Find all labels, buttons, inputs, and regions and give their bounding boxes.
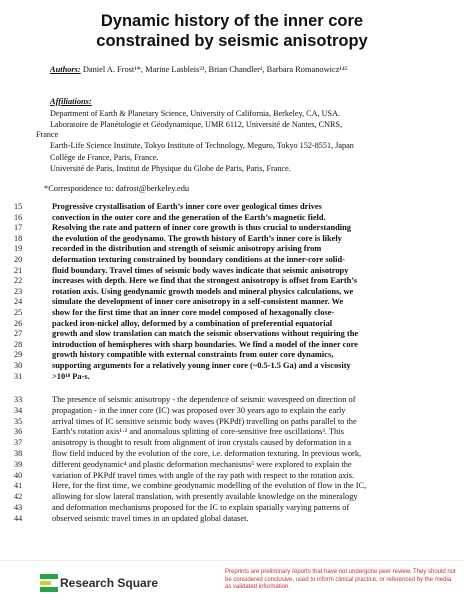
authors-list: Daniel A. Frost¹*, Marine Lasbleis²³, Brian Chandler¹, Barbara Romanowicz¹⁴⁵ [80,65,348,74]
line-number: 28 [14,339,23,349]
abstract-line: fluid boundary. Travel times of seismic body waves indicate that seismic anisotropy [52,265,349,275]
research-square-logo-icon [40,574,58,592]
line-number: 15 [14,202,23,211]
line-number: 31 [14,371,23,381]
line-number: 21 [14,265,23,275]
affiliation-2-cont: France [36,130,59,139]
affiliation-4: Collège de France, Paris, France. [50,153,159,162]
authors-label: Authors: [50,65,81,74]
correspondence: *Correspondence to: dafrost@berkeley.edu [44,184,190,193]
abstract-line: increases with depth. Here we find that the strongest anisotropy is offset from Earth’s [52,276,358,286]
line-number: 29 [14,350,23,360]
abstract-line: introduction of hemispheres with sharp boundaries. We find a model of the inner core [52,339,358,349]
body-line: arrival times of IC sensitive seismic body waves (PKPdf) travelling on paths parallel to the [52,416,357,426]
line-number: 42 [14,492,23,502]
affiliation-3: Earth-Life Science Institute, Tokyo Institute of Technology, Meguro, Tokyo 152-8551, Japan [50,141,354,150]
title-line-1: Dynamic history of the inner core [100,12,364,30]
line-number: 16 [14,212,23,222]
line-number: 33 [14,395,23,404]
body-line: anisotropy is thought to result from alignment of iron crystals caused by deformation in a [52,438,352,448]
abstract-line: growth history compatible with external constraints from outer core dynamics, [52,350,334,360]
line-number: 27 [14,329,23,339]
line-number: 44 [14,513,23,523]
abstract-line: Progressive crystallisation of Earth’s inner core over geological times drives [52,202,322,211]
line-number: 38 [14,449,23,458]
body-line: and deformation mechanisms proposed for the IC to explain spatially varying patterns of [52,503,350,512]
abstract-line: Resolving the rate and pattern of inner core growth is thus crucial to understanding [52,223,351,233]
body-line: Earth’s rotation axis¹·² and anomalous splitting of core-sensitive free oscillations³. This [52,427,344,437]
line-number: 37 [14,438,23,448]
line-number: 18 [14,233,23,243]
abstract-line: growth and slow translation can match the seismic observations without requiring the [52,329,359,339]
line-number: 26 [14,318,23,328]
body-line: allowing for slow lateral translation, with presently available knowledge on the mineralogy [52,492,358,502]
abstract-line: supporting arguments for a relatively young inner core (~0.5-1.5 Ga) and a viscosity [52,361,351,370]
paper-title [20,11,444,51]
line-number: 24 [14,297,23,307]
preprint-disclaimer: Preprints are preliminary reports that have not undergone peer review. They should not be considered conclusive, used to inform clinical practice, or referenced by the media as validated information. [225,569,456,591]
body-line: observed seismic travel times in an updated global dataset. [52,513,249,523]
line-number: 41 [14,481,23,491]
abstract-line: >10¹⁸ Pa-s. [52,371,90,381]
line-number: 35 [14,416,23,426]
body-line: The presence of seismic anisotropy - the dependence of seismic wavespeed on direction of [52,395,356,404]
authors-line [50,65,348,74]
line-number: 20 [14,255,23,264]
title-line-2: constrained by seismic anisotropy [96,32,368,50]
footer-divider [0,560,464,561]
research-square-logo-text: Research Square [60,576,159,590]
abstract-line: deformation texturing constrained by boundary conditions at the inner-core solid- [52,255,345,264]
affiliation-1: Department of Earth & Planetary Science, University of California, Berkeley, CA, USA. [50,109,341,118]
body-line: flow field induced by the evolution of the core, i.e. deformation texturing. In previous work, [52,449,362,458]
line-number: 23 [14,286,23,296]
body-line: propagation - in the inner core (IC) was proposed over 30 years ago to explain the early [52,405,346,415]
line-number: 30 [14,361,23,370]
abstract-line: show for the first time that an inner core model composed of hexagonally close- [52,308,335,317]
line-number: 36 [14,427,23,437]
line-number: 17 [14,223,23,233]
line-number: 43 [14,503,23,512]
abstract-line: convection in the outer core and the generation of the Earth’s magnetic field. [52,212,326,222]
body-line: different geodynamic⁴ and plastic deformation mechanisms⁵ were explored to explain the [52,459,352,469]
line-number: 34 [14,405,23,415]
line-number: 39 [14,459,23,469]
affiliation-5: Université de Paris, Institut de Physique du Globe de Paris, Paris, France. [50,164,291,173]
affiliation-2: Laboratoire de Planétologie et Géodynamique, UMR 6112, Université de Nantes, CNRS, [50,120,343,129]
abstract-line: packed iron-nickel alloy, deformed by a combination of preferential equatorial [52,318,333,328]
affiliations-label: Affiliations: [50,97,92,106]
line-number: 19 [14,244,23,254]
line-number: 25 [14,308,23,317]
body-line: variation of PKPdf travel times with angle of the ray path with respect to the rotation axis. [52,470,355,480]
line-number: 40 [14,470,23,480]
line-number: 22 [14,276,23,286]
abstract-line: the evolution of the geodynamo. The growth history of Earth’s inner core is likely [52,233,342,243]
abstract-line: recorded in the distribution and strength of seismic anisotropy arising from [52,244,322,254]
abstract-line: rotation axis. Using geodynamic growth models and mineral physics calculations, we [52,286,354,296]
body-line: Here, for the first time, we combine geodynamic modelling of the evolution of flow in the IC, [52,481,367,491]
abstract-line: simulate the development of inner core anisotropy in a self-consistent manner. We [52,297,344,307]
